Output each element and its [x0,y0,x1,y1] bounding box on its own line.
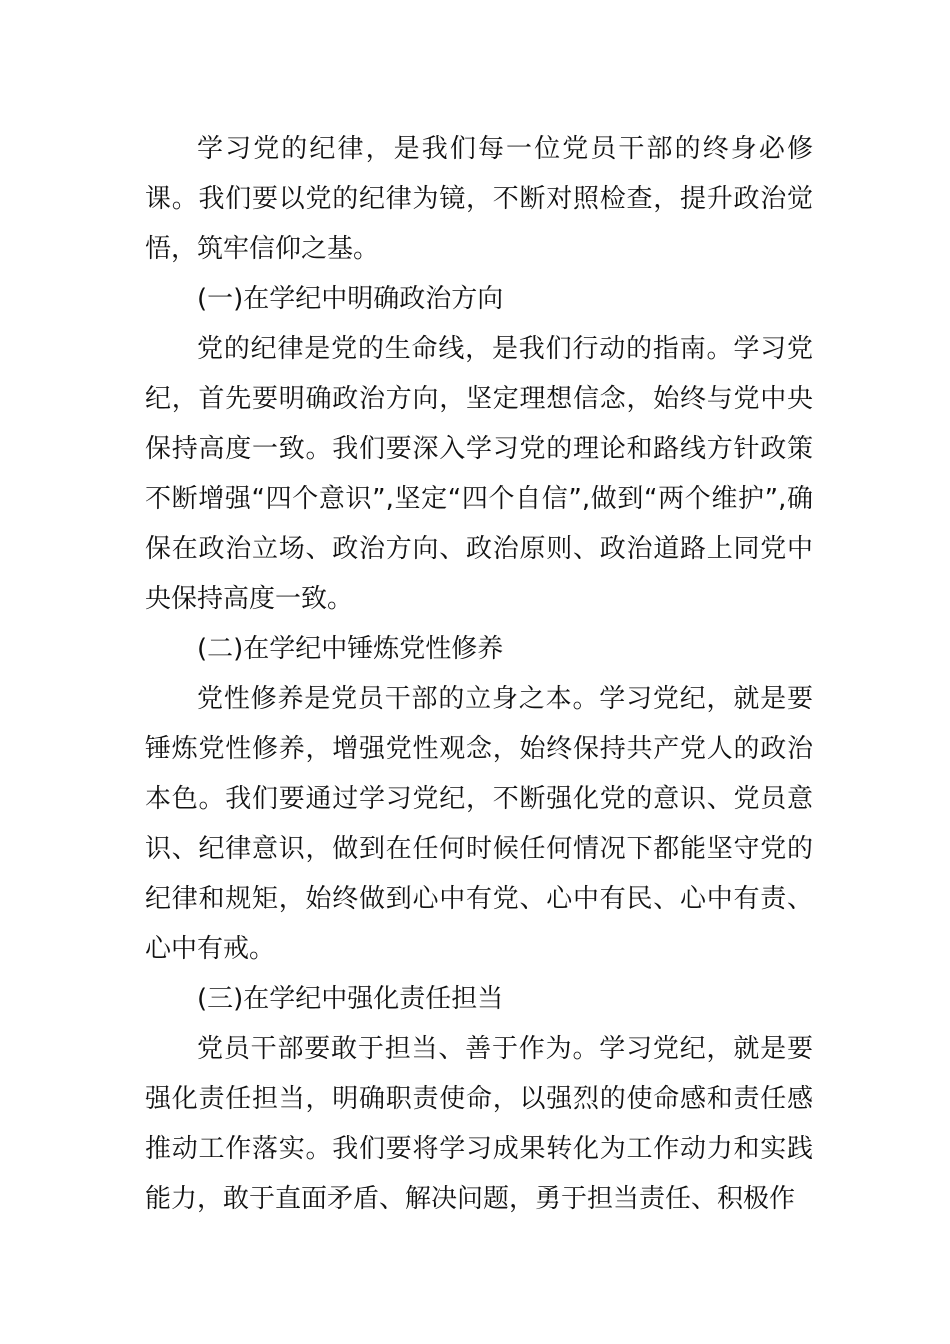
section-heading-3: (三)在学纪中强化责任担当 [197,984,504,1014]
intro-paragraph: 学习党的纪律，是我们每一位党员干部的终身必修课。我们要以党的纪律为镜，不断对照检查，提升政治觉悟，筑牢信仰之基。 [145,134,813,264]
section-body-1: 党的纪律是党的生命线，是我们行动的指南。学习党纪，首先要明确政治方向，坚定理想信念，始终与党中央保持高度一致。我们要深入学习党的理论和路线方针政策不断增强“四个意识”,坚定“四个自信”,做到“两个维护”,确保在政治立场、政治方向、政治原则、政治道路上同党中央保持高度一致。 [145,334,813,614]
section-heading-1: (一)在学纪中明确政治方向 [197,284,504,314]
section-body-2: 党性修养是党员干部的立身之本。学习党纪，就是要锤炼党性修养，增强党性观念，始终保持共产党人的政治本色。我们要通过学习党纪，不断强化党的意识、党员意识、纪律意识，做到在任何时候任何情况下都能坚守党的纪律和规矩，始终做到心中有党、心中有民、心中有责、心中有戒。 [145,684,813,964]
section-body-3: 党员干部要敢于担当、善于作为。学习党纪，就是要强化责任担当，明确职责使命，以强烈的使命感和责任感推动工作落实。我们要将学习成果转化为工作动力和实践能力，敢于直面矛盾、解决问题，勇于担当责任、积极作 [145,1034,813,1214]
document-body [145,124,813,1224]
section-heading-2: (二)在学纪中锤炼党性修养 [197,634,504,664]
